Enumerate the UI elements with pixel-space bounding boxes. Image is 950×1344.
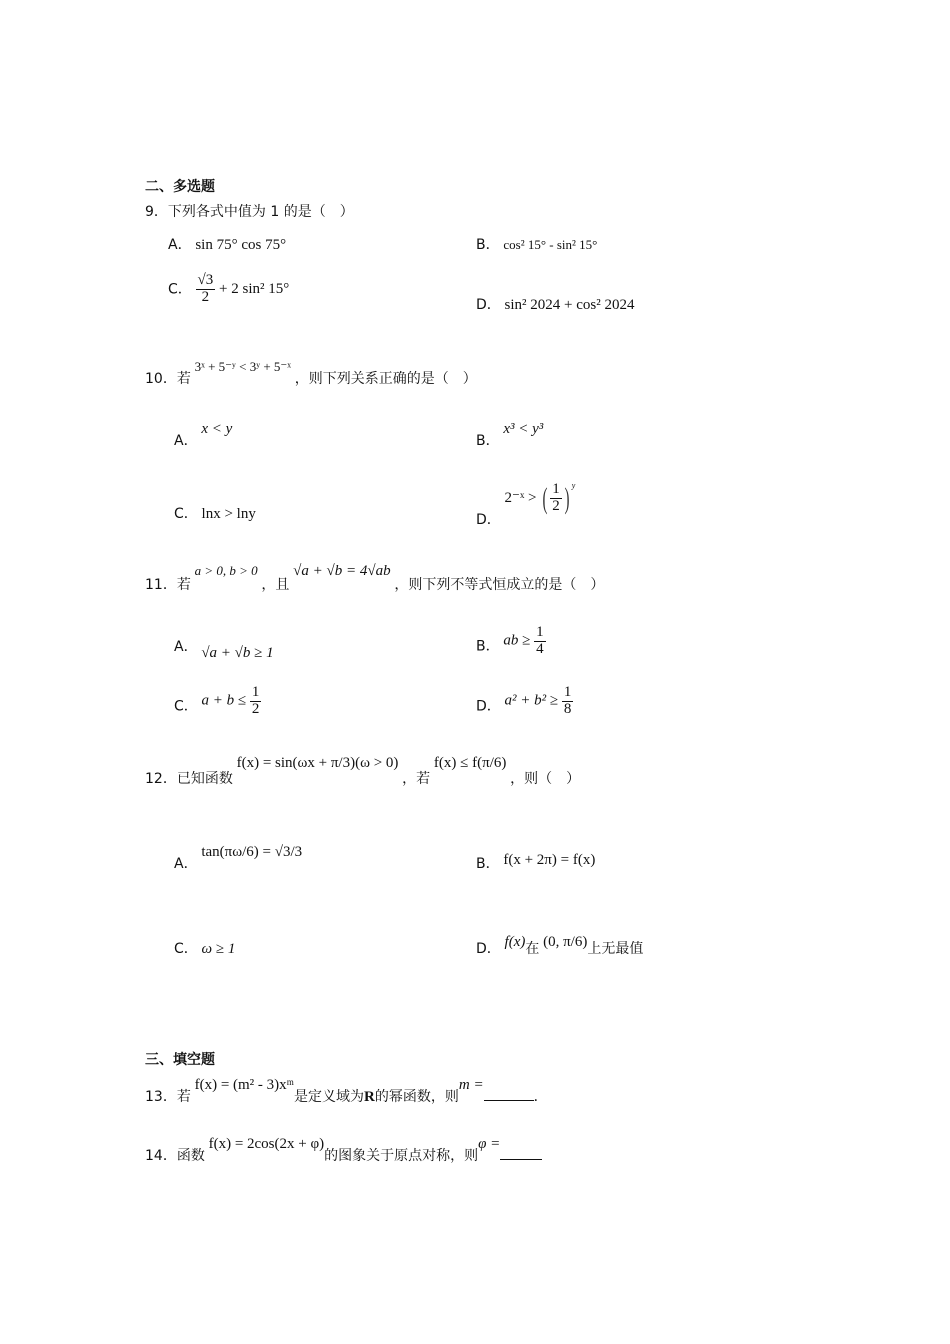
fraction-denominator: 4 (536, 640, 544, 657)
option-expr: sin 75° cos 75° (195, 237, 287, 253)
option-label: A． (174, 639, 198, 655)
question-text-post: ，则下列关系正确的是（ ） (294, 371, 477, 387)
option-expr: √a + √b ≥ 1 (201, 645, 274, 661)
option-11b (476, 625, 546, 658)
question-text-pre: 函数 (176, 1148, 205, 1164)
option-12c (174, 942, 235, 957)
option-expr: + 2 sin² 15° (219, 280, 290, 297)
option-expr: f(x + 2π) = f(x) (503, 852, 596, 868)
option-label: C． (174, 698, 198, 715)
question-14 (145, 1137, 542, 1163)
right-paren: ) (564, 481, 570, 515)
option-label: A． (174, 433, 198, 449)
question-text: 下列各式中值为 1 的是（ ） (167, 204, 354, 220)
question-text-post: 的图象关于原点对称，则 (324, 1148, 479, 1164)
fraction-numerator: 1 (251, 684, 260, 700)
fraction-numerator: √3 (197, 272, 214, 288)
option-label: A． (168, 237, 192, 253)
option-text-mid: 在 (525, 941, 540, 957)
option-11a (174, 640, 274, 661)
left-paren: ( (542, 481, 548, 515)
fraction (196, 273, 216, 306)
fraction (250, 685, 262, 718)
option-expr: ω ≥ 1 (201, 941, 236, 957)
question-text-post: 是定义域为 (294, 1089, 365, 1105)
answer-blank[interactable] (500, 1159, 542, 1160)
question-text-end: ． (533, 1089, 548, 1105)
domain-symbol: R (364, 1089, 375, 1105)
fraction-denominator: 2 (251, 700, 260, 717)
exponent: y (571, 481, 576, 490)
section-title-multiple-choice: 二、多选题 (145, 179, 215, 195)
condition-expr-1: a > 0, b > 0 (194, 563, 258, 578)
interval-expr: (0, π/6) (543, 934, 588, 950)
option-expr: tan(πω/6) = √3/3 (201, 844, 303, 860)
question-13 (145, 1078, 548, 1105)
fraction-numerator: 1 (536, 624, 544, 640)
answer-variable: φ = (478, 1136, 501, 1152)
option-12d (476, 935, 643, 956)
option-expr-left: a + b ≤ (201, 692, 247, 709)
question-11-stem (145, 564, 604, 592)
option-11d (476, 685, 573, 718)
option-label: D． (476, 941, 501, 957)
question-text-pre: 已知函数 (176, 771, 233, 787)
function-expr: f(x) = 2cos(2x + φ) (208, 1136, 325, 1152)
fraction (550, 482, 562, 515)
question-9-stem (145, 205, 354, 219)
answer-blank[interactable] (484, 1100, 534, 1101)
condition-expr: f(x) ≤ f(π/6) (433, 755, 507, 771)
question-text-pre: 若 (176, 577, 191, 593)
option-expr: f(x) (504, 934, 526, 950)
option-label: B． (476, 433, 500, 449)
option-9a (168, 238, 286, 253)
option-expr-left: a² + b² ≥ (504, 692, 559, 709)
option-expr: x³ < y³ (503, 421, 544, 437)
option-10a (174, 422, 232, 448)
option-label: B． (476, 638, 500, 655)
question-text-pre: 若 (176, 371, 191, 387)
question-12-stem (145, 756, 580, 786)
option-label: D． (476, 512, 501, 528)
option-label: B． (476, 237, 500, 253)
option-label: C． (174, 506, 198, 522)
option-11c (174, 685, 261, 718)
fraction (534, 625, 546, 658)
question-10-stem (145, 360, 477, 386)
option-12a (174, 845, 302, 871)
question-number: 10． (145, 371, 177, 387)
question-number: 9． (145, 204, 168, 220)
option-expr: x < y (201, 421, 233, 437)
question-text-pre: 若 (176, 1089, 191, 1105)
option-10c (174, 507, 256, 522)
fraction-denominator: 2 (201, 288, 210, 305)
question-text-post: ，则（ ） (510, 771, 581, 787)
option-9d (476, 298, 635, 313)
option-label: B． (476, 856, 500, 872)
option-9c (168, 273, 289, 306)
question-number: 12． (145, 771, 177, 787)
option-label: D． (476, 297, 501, 313)
question-number: 14． (145, 1148, 177, 1164)
option-9b (476, 238, 597, 253)
option-expr: lnx > lny (201, 506, 256, 522)
fraction-denominator: 2 (552, 498, 560, 515)
option-expr: cos² 15° - sin² 15° (503, 237, 598, 252)
function-expr: f(x) = (m² - 3)xᵐ (194, 1077, 295, 1093)
option-12b (476, 853, 595, 871)
fraction (562, 685, 574, 718)
option-expr-left: ab ≥ (503, 632, 531, 649)
fraction-numerator: 1 (552, 481, 560, 498)
fraction-numerator: 1 (563, 684, 572, 700)
function-expr: f(x) = sin(ωx + π/3)(ω > 0) (236, 755, 399, 771)
option-10b (476, 422, 543, 448)
option-text-post: 上无最值 (587, 941, 644, 957)
option-label: D． (476, 698, 501, 715)
option-10d (476, 482, 575, 527)
question-text-mid: ，且 (261, 577, 290, 593)
question-text-mid: ，若 (402, 771, 431, 787)
option-expr: sin² 2024 + cos² 2024 (504, 297, 635, 313)
answer-variable: m = (458, 1077, 484, 1093)
option-label: C． (174, 941, 198, 957)
condition-expr-2: √a + √b = 4√ab (293, 563, 391, 579)
option-label: A． (174, 856, 198, 872)
question-text-post-2: 的幂函数，则 (374, 1089, 459, 1105)
question-number: 11． (145, 577, 177, 593)
question-text-post: ，则下列不等式恒成立的是（ ） (394, 577, 605, 593)
option-label: C． (168, 281, 192, 298)
fraction-denominator: 8 (563, 700, 572, 717)
option-expr-left: 2⁻ˣ > (504, 490, 537, 506)
section-title-fill-in: 三、填空题 (145, 1052, 215, 1068)
question-number: 13． (145, 1089, 177, 1105)
condition-expr: 3ˣ + 5⁻ʸ < 3ʸ + 5⁻ˣ (194, 359, 292, 374)
